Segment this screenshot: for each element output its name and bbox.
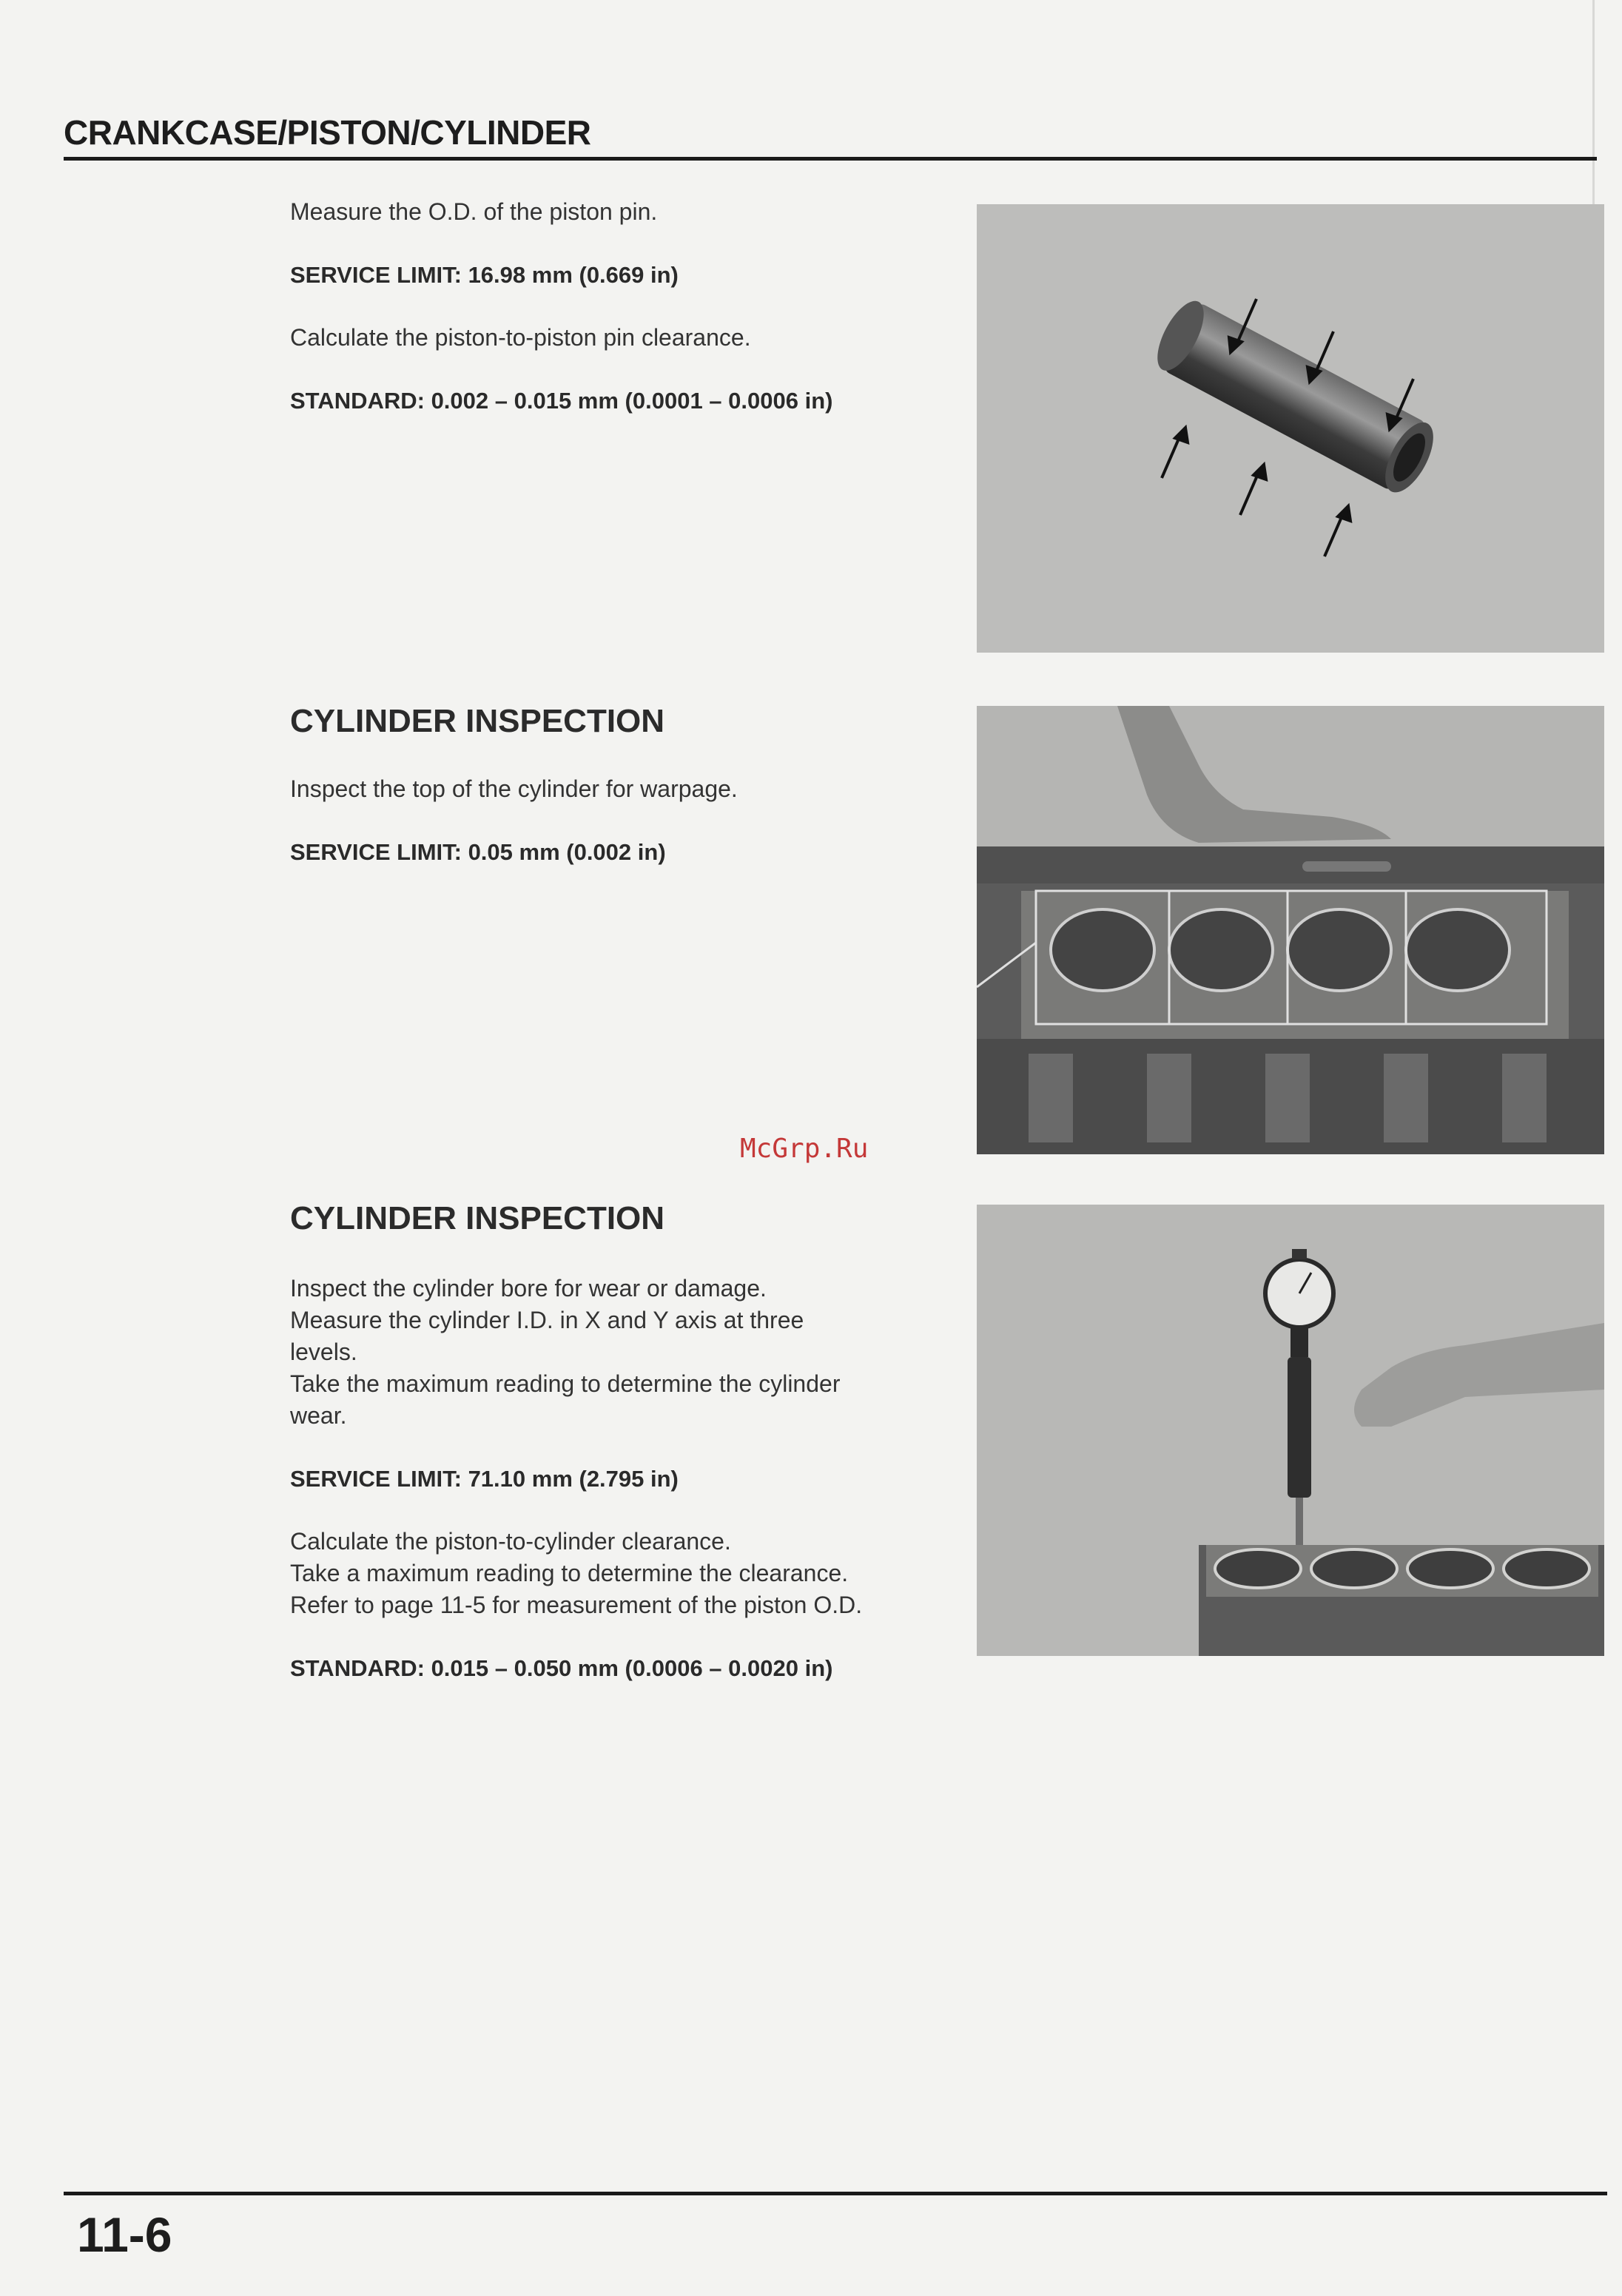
- instruction-text: wear.: [290, 1402, 347, 1429]
- instruction-text: Calculate the piston-to-piston pin clearance.: [290, 324, 751, 351]
- standard-spec: STANDARD: 0.002 – 0.015 mm (0.0001 – 0.0006 in): [290, 388, 833, 414]
- bore-text: [290, 1273, 956, 1684]
- instruction-text: Refer to page 11-5 for measurement of the piston O.D.: [290, 1592, 863, 1618]
- instruction-text: Take a maximum reading to determine the clearance.: [290, 1560, 849, 1586]
- standard-spec: STANDARD: 0.015 – 0.050 mm (0.0006 – 0.0020 in): [290, 1655, 833, 1681]
- header-divider: [64, 157, 1597, 161]
- piston-pin-text: [290, 196, 956, 417]
- service-limit-spec: SERVICE LIMIT: 16.98 mm (0.669 in): [290, 262, 679, 288]
- cylinder-warpage-photo: [977, 706, 1604, 1154]
- page-number: 11-6: [77, 2207, 172, 2262]
- page-title: CRANKCASE/PISTON/CYLINDER: [64, 113, 591, 152]
- service-limit-spec: SERVICE LIMIT: 0.05 mm (0.002 in): [290, 839, 666, 865]
- section-heading: CYLINDER INSPECTION: [290, 1200, 665, 1236]
- watermark-text: McGrp.Ru: [740, 1134, 869, 1164]
- instruction-text: levels.: [290, 1339, 357, 1365]
- footer-divider: [64, 2192, 1607, 2195]
- instruction-text: Inspect the top of the cylinder for warpage.: [290, 775, 738, 802]
- instruction-text: Inspect the cylinder bore for wear or damage.: [290, 1275, 767, 1302]
- instruction-text: Calculate the piston-to-cylinder clearance.: [290, 1528, 731, 1555]
- section-heading: CYLINDER INSPECTION: [290, 703, 665, 739]
- piston-pin-photo: [977, 204, 1604, 653]
- instruction-text: Measure the cylinder I.D. in X and Y axis at three: [290, 1307, 804, 1333]
- cylinder-bore-gauge-photo: [977, 1205, 1604, 1656]
- instruction-text: Measure the O.D. of the piston pin.: [290, 198, 658, 225]
- warpage-text: [290, 773, 956, 868]
- instruction-text: Take the maximum reading to determine the cylinder: [290, 1370, 841, 1397]
- service-limit-spec: SERVICE LIMIT: 71.10 mm (2.795 in): [290, 1466, 679, 1492]
